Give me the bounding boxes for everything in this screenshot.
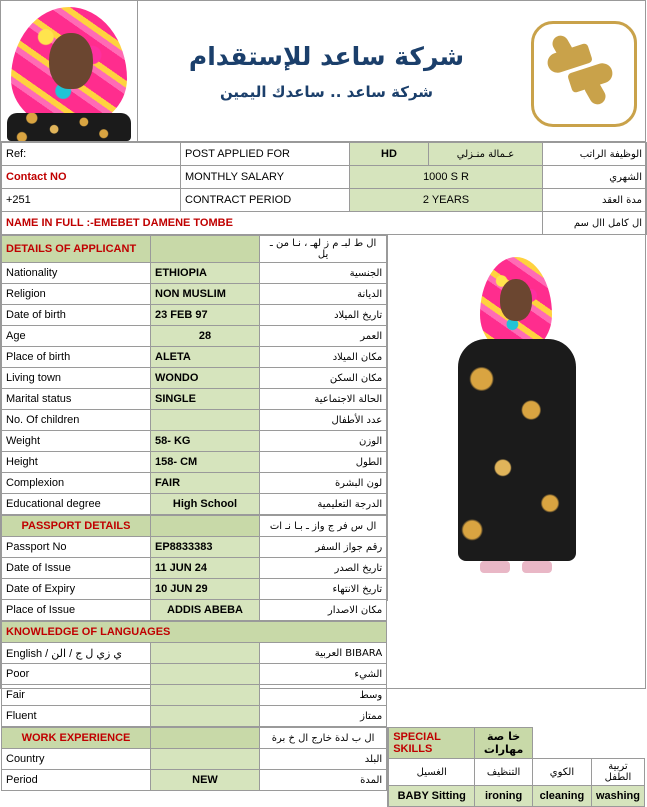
post-applied-arabic-2: الوظيفة الراتب bbox=[543, 143, 647, 166]
row-value: FAIR bbox=[151, 473, 260, 494]
row-label-arabic: الطول bbox=[260, 452, 387, 473]
applicant-portrait-photo bbox=[1, 1, 138, 141]
row-label: No. Of children bbox=[2, 410, 151, 431]
row-value: ALETA bbox=[151, 347, 260, 368]
row-label: Weight bbox=[2, 431, 151, 452]
row-label: Nationality bbox=[2, 263, 151, 284]
application-summary-table bbox=[1, 142, 647, 235]
table-row bbox=[2, 305, 387, 326]
row-value bbox=[151, 410, 260, 431]
right-column bbox=[387, 235, 645, 601]
row-label: Poor bbox=[2, 664, 151, 685]
skill-cleaning: cleaning bbox=[532, 786, 591, 807]
row-label-arabic: الديانة bbox=[260, 284, 387, 305]
contract-arabic: مدة العقد bbox=[543, 189, 647, 212]
row-label-arabic: BIBARA العربية bbox=[260, 643, 387, 664]
row-label-arabic: البلد bbox=[260, 749, 387, 770]
row-label: Living town bbox=[2, 368, 151, 389]
row-label: Place of Issue bbox=[2, 600, 151, 621]
section-title-applicant-arabic: ال ط لبـ م ز لهـ ، نـا من ـ يل bbox=[260, 236, 387, 263]
full-name: NAME IN FULL :-EMEBET DAMENE TOMBE bbox=[2, 212, 543, 235]
document-header bbox=[1, 1, 645, 142]
table-row bbox=[2, 347, 387, 368]
section-title-passport: PASSPORT DETAILS bbox=[2, 516, 151, 537]
table-row bbox=[2, 579, 387, 600]
row-label: Fluent bbox=[2, 706, 151, 727]
row-value bbox=[151, 749, 260, 770]
contact-label: Contact NO bbox=[2, 166, 181, 189]
row-label-arabic: تاريخ الميلاد bbox=[260, 305, 387, 326]
table-row bbox=[2, 263, 387, 284]
table-row bbox=[2, 558, 387, 579]
left-column bbox=[1, 235, 387, 727]
skill-arabic-cleaning: التنظيف bbox=[475, 759, 533, 786]
applicant-fullbody-photo bbox=[388, 235, 645, 601]
applicant-details-table bbox=[1, 235, 387, 515]
row-label-arabic: مكان الاصدار bbox=[260, 600, 387, 621]
row-label: Age bbox=[2, 326, 151, 347]
contract-label: CONTRACT PERIOD bbox=[181, 189, 350, 212]
table-row bbox=[2, 410, 387, 431]
row-value: ETHIOPIA bbox=[151, 263, 260, 284]
row-label: Passport No bbox=[2, 537, 151, 558]
section-title-work: WORK EXPERIENCE bbox=[2, 728, 151, 749]
ref-label: Ref: bbox=[2, 143, 181, 166]
row-value: NEW bbox=[151, 770, 260, 791]
row-value: EP8833383 bbox=[151, 537, 260, 558]
special-skills-column bbox=[387, 727, 645, 807]
languages-table bbox=[1, 621, 387, 727]
special-skills-table bbox=[388, 727, 645, 807]
table-row bbox=[2, 284, 387, 305]
post-applied-label: POST APPLIED FOR bbox=[181, 143, 350, 166]
company-branding bbox=[138, 1, 645, 141]
section-title-work-arabic: ال ب لدة خارج ال خ برة bbox=[260, 728, 387, 749]
passport-details-table bbox=[1, 515, 387, 621]
table-row bbox=[2, 473, 387, 494]
row-label-arabic: رقم جواز السفر bbox=[260, 537, 387, 558]
row-value: WONDO bbox=[151, 368, 260, 389]
table-row bbox=[2, 452, 387, 473]
row-value: 158- CM bbox=[151, 452, 260, 473]
table-row bbox=[2, 600, 387, 621]
table-row bbox=[389, 786, 645, 807]
work-experience-column bbox=[1, 727, 387, 791]
document-body bbox=[1, 235, 645, 727]
row-value bbox=[151, 643, 260, 664]
skill-washing: washing bbox=[591, 786, 644, 807]
row-label: Height bbox=[2, 452, 151, 473]
company-name-arabic: شركة ساعد للإستقدام bbox=[188, 41, 465, 71]
row-value bbox=[151, 664, 260, 685]
table-row bbox=[2, 749, 387, 770]
table-row bbox=[2, 494, 387, 515]
skill-ironing: ironing bbox=[475, 786, 533, 807]
row-label-arabic: الشيء bbox=[260, 664, 387, 685]
row-label: Marital status bbox=[2, 389, 151, 410]
company-slogan-arabic: شركة ساعد .. ساعدك اليمين bbox=[219, 82, 434, 101]
row-label: Period bbox=[2, 770, 151, 791]
row-value bbox=[151, 685, 260, 706]
row-label-arabic: تاريخ الانتهاء bbox=[260, 579, 387, 600]
row-label: Educational degree bbox=[2, 494, 151, 515]
skill-arabic-babysitting: تربية الطفل bbox=[591, 759, 644, 786]
salary-value: 1000 S R bbox=[350, 166, 543, 189]
table-row bbox=[2, 664, 387, 685]
section-header-row bbox=[389, 728, 645, 759]
table-row bbox=[2, 212, 647, 235]
contact-value: +251 bbox=[2, 189, 181, 212]
row-value: ADDIS ABEBA bbox=[151, 600, 260, 621]
section-title-passport-arabic: ال س فر ج واز ـ بـا نـ ات bbox=[260, 516, 387, 537]
row-label-arabic: الوزن bbox=[260, 431, 387, 452]
section-title-applicant: DETAILS OF APPLICANT bbox=[2, 236, 151, 263]
post-applied-value: HD bbox=[350, 143, 429, 166]
row-label-arabic: وسط bbox=[260, 685, 387, 706]
table-row bbox=[2, 389, 387, 410]
row-label-arabic: ممتاز bbox=[260, 706, 387, 727]
table-row bbox=[2, 368, 387, 389]
row-value: 58- KG bbox=[151, 431, 260, 452]
work-experience-table bbox=[1, 727, 387, 791]
section-header-row bbox=[2, 516, 387, 537]
salary-label: MONTHLY SALARY bbox=[181, 166, 350, 189]
row-label: Place of birth bbox=[2, 347, 151, 368]
row-label-arabic: المدة bbox=[260, 770, 387, 791]
row-label-arabic: مكان السكن bbox=[260, 368, 387, 389]
row-label: Country bbox=[2, 749, 151, 770]
salary-arabic: الشهري bbox=[543, 166, 647, 189]
table-row bbox=[2, 326, 387, 347]
table-row bbox=[2, 143, 647, 166]
table-row bbox=[2, 189, 647, 212]
row-label-arabic: عدد الأطفال bbox=[260, 410, 387, 431]
full-name-arabic: ال كامل اال سم bbox=[543, 212, 647, 235]
row-value: 10 JUN 29 bbox=[151, 579, 260, 600]
table-row bbox=[2, 643, 387, 664]
row-label-arabic: مكان الميلاد bbox=[260, 347, 387, 368]
row-label: Religion bbox=[2, 284, 151, 305]
skill-arabic-washing: الغسيل bbox=[389, 759, 475, 786]
section-title-languages: KNOWLEDGE OF LANGUAGES bbox=[2, 622, 387, 643]
row-label: Date of birth bbox=[2, 305, 151, 326]
contract-value: 2 YEARS bbox=[350, 189, 543, 212]
row-label: Date of Issue bbox=[2, 558, 151, 579]
clasped-hands-logo bbox=[525, 15, 637, 127]
row-label-arabic: الحالة الاجتماعية bbox=[260, 389, 387, 410]
skill-arabic-ironing: الكوي bbox=[532, 759, 591, 786]
post-applied-arabic: عـمالة منـزلي bbox=[429, 143, 543, 166]
row-label: English / ي زي ل ج / الن bbox=[2, 643, 151, 664]
row-label: Complexion bbox=[2, 473, 151, 494]
section-spacer bbox=[151, 728, 260, 749]
row-label-arabic: لون البشرة bbox=[260, 473, 387, 494]
row-value: SINGLE bbox=[151, 389, 260, 410]
skill-babysitting: BABY Sitting bbox=[389, 786, 475, 807]
table-row bbox=[2, 770, 387, 791]
table-row bbox=[389, 759, 645, 786]
table-row bbox=[2, 166, 647, 189]
section-spacer bbox=[151, 516, 260, 537]
row-value bbox=[151, 706, 260, 727]
table-row bbox=[2, 685, 387, 706]
row-label: Fair bbox=[2, 685, 151, 706]
row-label-arabic: تاريخ الصدر bbox=[260, 558, 387, 579]
table-row bbox=[2, 706, 387, 727]
section-header-row bbox=[2, 728, 387, 749]
row-value: 28 bbox=[151, 326, 260, 347]
row-label-arabic: الجنسية bbox=[260, 263, 387, 284]
section-title-skills-arabic: خا صة مهارات bbox=[475, 728, 533, 759]
row-value: 11 JUN 24 bbox=[151, 558, 260, 579]
row-label: Date of Expiry bbox=[2, 579, 151, 600]
table-row bbox=[2, 537, 387, 558]
row-value: High School bbox=[151, 494, 260, 515]
section-header-row bbox=[2, 622, 387, 643]
section-header-row bbox=[2, 236, 387, 263]
row-label-arabic: العمر bbox=[260, 326, 387, 347]
section-spacer bbox=[151, 236, 260, 263]
table-row bbox=[2, 431, 387, 452]
row-label-arabic: الدرجة التعليمية bbox=[260, 494, 387, 515]
bottom-section bbox=[1, 727, 645, 807]
row-value: NON MUSLIM bbox=[151, 284, 260, 305]
section-title-skills: SPECIAL SKILLS bbox=[389, 728, 475, 759]
row-value: 23 FEB 97 bbox=[151, 305, 260, 326]
